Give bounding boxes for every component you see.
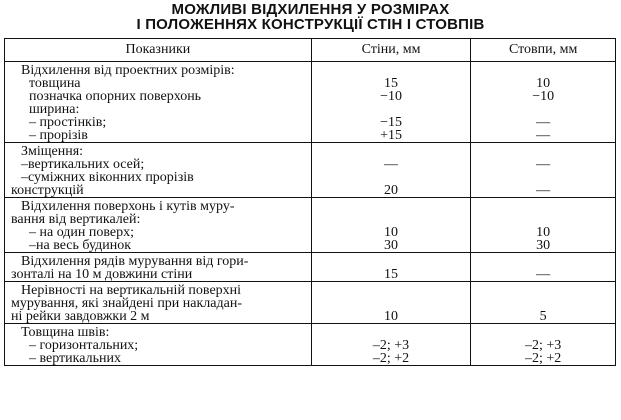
walls-value: 30 [384, 238, 399, 253]
walls-value: 20 [384, 183, 399, 198]
indicator-line: – горизонтальних; [29, 338, 139, 353]
table-row [5, 282, 616, 324]
indicator-cell [5, 253, 312, 282]
indicator-line: – прорізів [29, 128, 88, 143]
indicator-cell [5, 198, 312, 253]
posts-value: — [536, 128, 551, 143]
indicator-line: конструкцій [11, 183, 84, 198]
posts-value: 5 [539, 309, 547, 324]
walls-value: — [384, 157, 399, 172]
walls-cell [311, 143, 471, 198]
walls-value: −15 [380, 115, 402, 130]
indicator-line: мурування, які знайдені при накладан- [11, 296, 242, 311]
walls-cell [311, 324, 471, 366]
walls-cell [311, 253, 471, 282]
walls-value: –2; +3 [372, 338, 410, 353]
posts-cell [471, 143, 616, 198]
posts-value: –2; +2 [525, 351, 562, 366]
indicator-line: – вертикальних [29, 351, 121, 366]
posts-value: — [536, 267, 551, 282]
indicator-cell [5, 62, 312, 143]
table-row [5, 198, 616, 253]
table-row [5, 253, 616, 282]
indicator-line: товщина [29, 76, 81, 91]
posts-value: 30 [536, 238, 551, 253]
indicator-line: Відхилення від проектних розмірів: [21, 63, 235, 78]
posts-value: 10 [536, 76, 551, 91]
header-indicators: Показники [5, 39, 312, 62]
indicator-line: позначка опорних поверхонь [29, 89, 202, 104]
posts-value: — [536, 183, 551, 198]
indicator-line: Відхилення рядів мурування від гори- [21, 254, 249, 269]
indicator-line: –суміжних віконних прорізів [21, 170, 194, 185]
walls-value: 15 [384, 267, 399, 282]
walls-value: –2; +2 [372, 351, 410, 366]
posts-value: 10 [536, 225, 551, 240]
posts-value [471, 284, 615, 297]
walls-value: 10 [384, 225, 399, 240]
walls-value [312, 284, 471, 297]
indicator-line: вання від вертикалей: [11, 212, 141, 227]
indicator-cell [5, 282, 312, 324]
indicator-line: – простінків; [29, 115, 107, 130]
indicator-line: Товщина швів: [21, 325, 110, 340]
walls-value: 10 [384, 309, 399, 324]
posts-cell [471, 62, 616, 143]
posts-value: — [536, 115, 551, 130]
table-row [5, 324, 616, 366]
walls-value: −10 [380, 89, 402, 104]
indicator-line: – на один поверх; [29, 225, 135, 240]
walls-value: 15 [384, 76, 399, 91]
indicator-line: Нерівності на вертикальній поверхні [21, 283, 242, 298]
walls-value [312, 200, 471, 213]
indicator-cell [5, 324, 312, 366]
walls-cell [311, 62, 471, 143]
walls-cell [311, 282, 471, 324]
title-line-2: І ПОЛОЖЕННЯХ КОНСТРУКЦІЇ СТІН І СТОВПІВ [136, 16, 485, 33]
title-line-1: МОЖЛИВІ ВІДХИЛЕННЯ У РОЗМІРАХ [171, 1, 450, 18]
posts-value: –2; +3 [525, 338, 562, 353]
deviation-table [4, 38, 616, 366]
indicator-line: зонталі на 10 м довжини стіни [11, 267, 193, 282]
indicator-line: ширина: [29, 102, 80, 117]
posts-value: — [536, 157, 551, 172]
posts-cell [471, 282, 616, 324]
posts-value [471, 200, 615, 213]
indicator-line: Відхилення поверхонь і кутів муру- [21, 199, 235, 214]
indicator-line: –на весь будинок [29, 238, 132, 253]
posts-cell [471, 324, 616, 366]
posts-cell [471, 253, 616, 282]
header-walls: Стіни, мм [311, 39, 471, 62]
walls-cell [311, 198, 471, 253]
table-row [5, 143, 616, 198]
header-posts: Стовпи, мм [471, 39, 616, 62]
table-row [5, 62, 616, 143]
indicator-cell [5, 143, 312, 198]
posts-cell [471, 198, 616, 253]
header-row [5, 39, 616, 62]
walls-value: +15 [380, 128, 402, 143]
indicator-line: Зміщення: [21, 144, 84, 159]
posts-value: −10 [532, 89, 555, 104]
indicator-line: ні рейки завдовжки 2 м [11, 309, 150, 324]
indicator-line: –вертикальних осей; [21, 157, 145, 172]
